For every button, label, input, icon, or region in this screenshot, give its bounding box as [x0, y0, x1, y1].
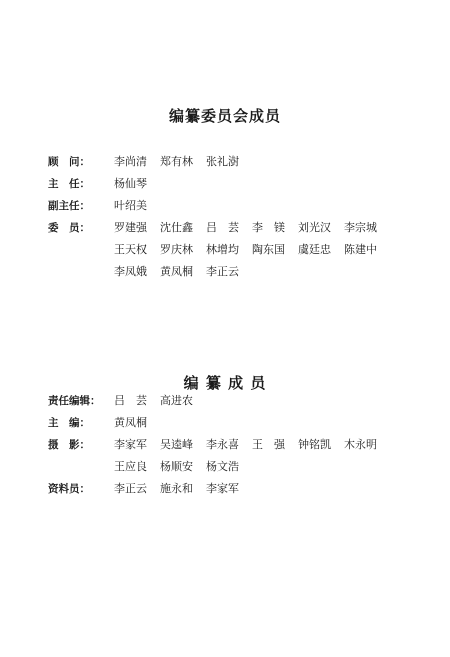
vice-director-names [114, 197, 160, 213]
name: 杨顺安 [160, 460, 193, 473]
name: 王 强 [252, 438, 285, 451]
members-names-line1 [114, 219, 390, 235]
name: 李正云 [114, 482, 147, 495]
name: 吴逵峰 [160, 438, 193, 451]
name: 李尚清 [114, 155, 147, 168]
data-staff-row [48, 479, 252, 497]
photography-names-line2 [114, 457, 252, 475]
members-names-line2 [114, 240, 390, 258]
name: 黄凤桐 [160, 265, 193, 278]
chief-editor-label: 主 编： [48, 416, 90, 429]
name: 叶绍美 [114, 199, 147, 212]
members-names-line3 [114, 262, 252, 280]
name: 林增均 [206, 243, 239, 256]
advisors-row [48, 152, 252, 170]
name: 高进农 [160, 394, 193, 407]
editorial-title: 编 纂 成 员 [183, 374, 267, 392]
data-staff-names [114, 480, 252, 496]
advisors-label: 顾 问： [48, 155, 90, 168]
name: 虞廷忠 [298, 243, 331, 256]
name: 陈建中 [344, 243, 377, 256]
name: 王天权 [114, 243, 147, 256]
name: 吕 芸 [114, 394, 147, 407]
name: 杨文浩 [206, 460, 239, 473]
name: 沈仕鑫 [160, 221, 193, 234]
chief-editor-row [48, 413, 160, 431]
vice-director-label: 副主任： [48, 199, 90, 212]
name: 王应良 [114, 460, 147, 473]
name: 张礼澍 [206, 155, 239, 168]
name: 郑有林 [160, 155, 193, 168]
members-row [48, 218, 390, 236]
name: 李正云 [206, 265, 239, 278]
name: 刘光汉 [298, 221, 331, 234]
vice-director-row [48, 196, 160, 214]
responsible-editor-names [114, 392, 206, 408]
photography-label: 摄 影： [48, 438, 90, 451]
name: 黄凤桐 [114, 416, 147, 429]
members-label: 委 员： [48, 221, 90, 234]
name: 陶东国 [252, 243, 285, 256]
advisors-names [114, 153, 252, 169]
name: 李永喜 [206, 438, 239, 451]
name: 木永明 [344, 438, 377, 451]
name: 李凤娥 [114, 265, 147, 278]
responsible-editor-row [48, 391, 206, 409]
name: 罗庆林 [160, 243, 193, 256]
name: 李家军 [114, 438, 147, 451]
director-row [48, 174, 160, 192]
name: 罗建强 [114, 221, 147, 234]
data-staff-label: 资料员： [48, 482, 90, 495]
chief-editor-names [114, 414, 160, 430]
director-label: 主 任： [48, 177, 90, 190]
director-names [114, 175, 160, 191]
name: 李宗城 [344, 221, 377, 234]
name: 李 镁 [252, 221, 285, 234]
name: 李家军 [206, 482, 239, 495]
committee-title: 编纂委员会成员 [168, 107, 281, 125]
photography-row [48, 435, 390, 453]
name: 钟铭凯 [298, 438, 331, 451]
photography-names-line1 [114, 436, 390, 452]
responsible-editor-label: 责任编辑： [48, 394, 101, 407]
name: 杨仙琴 [114, 177, 147, 190]
name: 吕 芸 [206, 221, 239, 234]
name: 施永和 [160, 482, 193, 495]
